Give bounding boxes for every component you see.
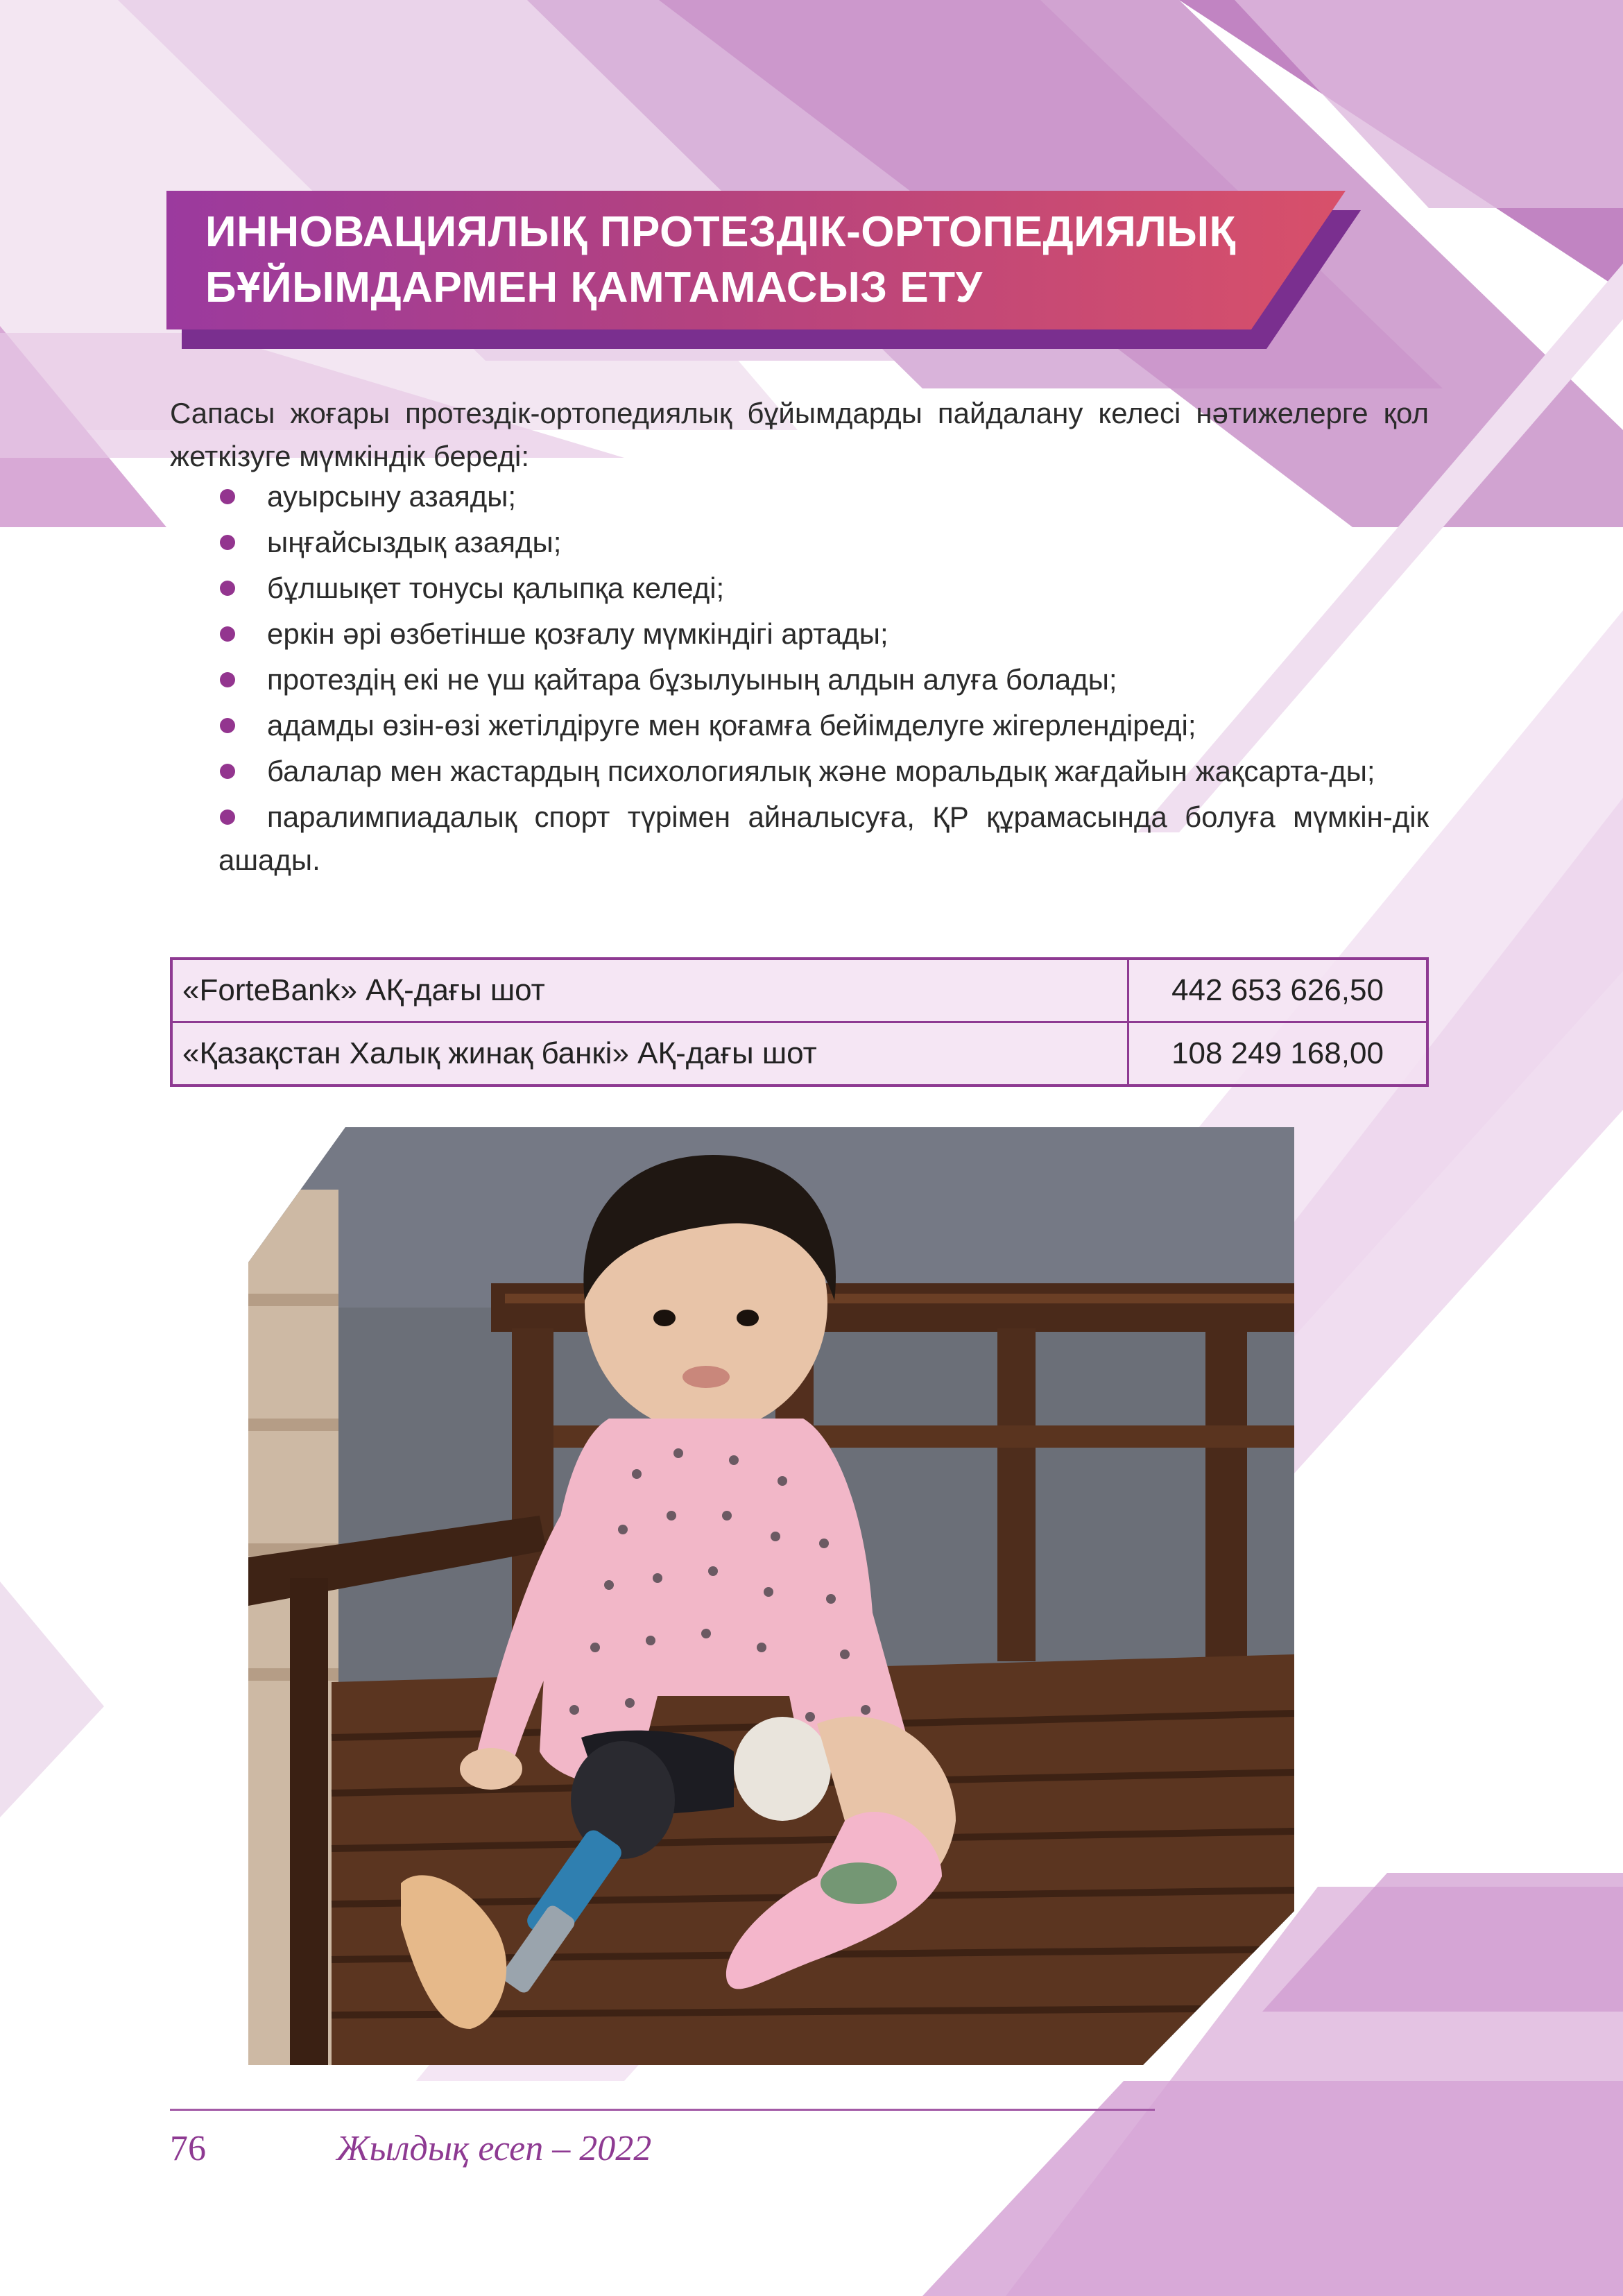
benefits-list [170,475,1429,884]
bullet-dot-icon [220,489,235,504]
list-item: адамды өзін-өзі жетілдіруге мен қоғамға бейімделуге жігерлендіреді; [170,704,1429,747]
report-title: Жылдық есеп – 2022 [336,2129,652,2168]
bullet-dot-icon [220,535,235,550]
table-row [173,1021,1426,1084]
list-item: паралимпиадалық спорт түрімен айналысуға, ҚР құрамасында болуға мүмкін-дік ашады. [218,800,1429,876]
account-name-cell: «Қазақстан Халық жинақ банкі» АҚ-дағы шот [173,1021,1127,1084]
page-title [205,205,1287,316]
bullet-dot-icon [220,626,235,642]
child-with-prosthesis-photo [248,1127,1294,2065]
list-item: протездің екі не үш қайтара бұзылуының алдын алуға болады; [170,658,1429,701]
page-title-line-2: БҰЙЫМДАРМЕН ҚАМТАМАСЫЗ ЕТУ [205,264,983,311]
footer-divider [170,2109,1155,2111]
page-title-line-1: ИННОВАЦИЯЛЫҚ ПРОТЕЗДІК-ОРТОПЕДИЯЛЫҚ [205,208,1236,256]
table-row [173,960,1426,1021]
list-item: ыңғайсыздық азаяды; [170,521,1429,564]
bank-accounts-table [170,957,1429,1087]
bullet-dot-icon [220,764,235,779]
list-item: бұлшықет тонусы қалыпқа келеді; [170,567,1429,610]
account-amount-cell: 108 249 168,00 [1127,1021,1426,1084]
section-title-banner [166,191,1359,350]
account-amount-cell: 442 653 626,50 [1127,960,1426,1021]
account-name-cell: «ForteBank» АҚ-дағы шот [173,960,1127,1021]
list-item: балалар мен жастардың психологиялық және моральдық жағдайын жақсарта-ды; [170,750,1429,793]
page-number: 76 [170,2129,206,2168]
bullet-dot-icon [220,581,235,596]
bullet-dot-icon [220,809,235,825]
bullet-dot-icon [220,718,235,733]
list-item: еркін әрі өзбетінше қозғалу мүмкіндігі артады; [170,612,1429,656]
bullet-dot-icon [220,672,235,687]
intro-paragraph: Сапасы жоғары протездік-ортопедиялық бұйымдарды пайдалану келесі нәтижелерге қол жеткізуге мүмкіндік береді: [170,397,1429,472]
list-item: ауырсыну азаяды; [170,475,1429,518]
